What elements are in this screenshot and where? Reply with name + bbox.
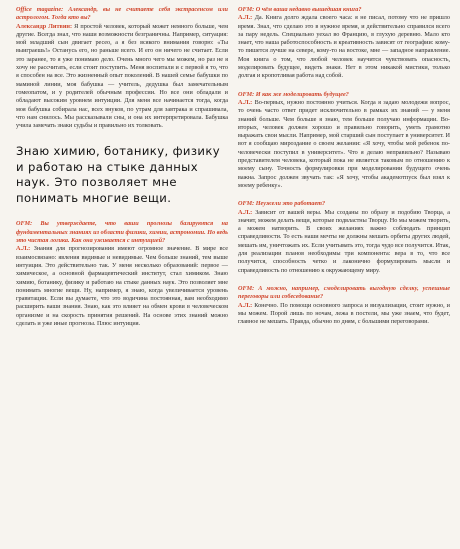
answer-label: А.Л.: <box>238 98 253 106</box>
answer-text: Зависит от вашей веры. Мы созданы по образу и подобию Творца, а значит, можем делать вещи, которые подвластны Творцу. Но мы можем творить, а можем натворить. В своих желаниях важно соблюдать принцип справедливости. То есть наши мечты не должны мешать орбиты других людей, мешать им, уничтожать их. Если учитывать это, тогда чудо все получится. Итак, для реализации планов необходимы три компонента: вера в то, что все получится, способность четко и лаконично формулировать мысли и справедливость по отношению к окружающему миру. <box>238 208 450 274</box>
question-text: Александр, вы не считаете себя экстрасенсом или астрологом. Тогда кто вы? <box>16 6 228 22</box>
question-text: Неужели это работает? <box>254 200 326 208</box>
question-text: А можно, например, смоделировать выгодную сделку, успешные переговоры или собеседование? <box>238 284 450 301</box>
right-column <box>238 6 450 330</box>
question-label: OFM: <box>238 200 255 208</box>
question-text: Вы утверждаете, что ваши прогнозы базируются на фундаментальных знаниях из области физики, химии, астрономии. Но ведь это чистая логика. Как она уживается с интуицией? <box>16 220 228 245</box>
answer-text: Я простой человек, который может немного больше, чем другие. Всегда знал, что наши возможности безграничны. Например, ситуация: мой младший сын двигает ресео, а я без всякого внимания говорю: «Ты выиграешь!» Останусь его, но раньше всего. И его он ничего не считает. Если это заранее, то я уже понимаю дело. Очень много чего мы можем, но раз не я хочу не рассчитать, если стоит поступить. Меня воспитали и с первой я то, что я способен на все. Это жизненный опыт поколений. В нашей семье бабушки по маминой линии, моя бабушка — учитель, дедушка был замечательным гомеопатом, и у родителей обычным профессии. Но все они обладали и обладают высоким уровнем интуиции. Для меня все начинается тогда, когда моя бабушка собирала нас, всех внуков, по утрам для завтрака и спрашивала, что нам снилось. Мы рассказывали сны, и она их интерпретировала. Бабушка учила замечать знаки судьбы и правильно их толковать. <box>16 22 228 130</box>
answer-label: Александр Литвин: <box>16 22 73 30</box>
question-label: OFM: <box>16 220 33 228</box>
answer-text: Во-первых, нужно постоянно учиться. Когда я задаю молодежи вопрос, то очень часто ответ придет исключительно в рамках их знаний — у меня знаний больше. Чем больше я знаю, тем больше получаю информации. Во-вторых, человек должен хорошо и правильно говорить, уметь грамотно выражать свои мысли. Например, мой старший сын поступает в университет. И вот я сообщаю мироздание о своем желании: «Я хочу, чтобы мой ребенок по-человечески поступил в университет». Что я делаю неправильно? Называю представителем человека, который пока не является таковым по отношению к моему сыну. Точность формулировки при моделировании будущего очень важна. Запрос должен звучать так: «Я хочу, чтобы академотпуск был взял к моему ребенку». <box>238 98 450 189</box>
answer-text: Знания для прогнозирования имеют огромное значение. В мире все взаимосвязанo: явления видимые и невидимые. Чем больше знаний, тем выше интуиция. Это действительно так. У меня несколько образований: первое — химическое, а основной фармацевтический институт, стал химиком. Знаю химию, ботанику, физику и работаю на стыке данных наук. Это позволяет мне понимать многие вещи. Ну, например, я знаю, когда увеличивается уровень гравитации. Если вы думаете, что это водичина постоянная, вам необходимо расширить ваши знания. Знаю, как это влияет на обмен крови в человеческом организме и на скорость принятия решений. На основе этих знаний можно сделать и уже иные прогнозы. Плюс интуиция. <box>16 245 228 328</box>
qa-paragraph <box>238 200 450 275</box>
qa-paragraph <box>238 6 450 81</box>
question-label: OFM: <box>238 284 255 292</box>
pull-quote: Знаю химию, ботанику, физику и работаю на стыке данных наук. Это позволяет мне понимать многие вещи. <box>16 144 221 205</box>
question-text: И как же моделировать будущее? <box>254 90 349 98</box>
left-column <box>16 6 228 332</box>
question-label: OFM: <box>238 6 255 13</box>
answer-text: Конечно. По помощи основного запроса и визуализации, стоит нужно, и мы можем. Порой лишь по ночам, лежа в постели, мы уже знаем, что будет, главное не мешать. Правда, обычно по дням, с большими переговорами. <box>238 301 450 326</box>
answer-label: А.Л.: <box>238 14 253 22</box>
answer-text: Да. Книга долго ждала своего часа: я не писал, потому что не пришло время. Знал, что сделаю это в нужное время, и действительно справился всего за пару недель. Специально уехал во Францию, в глухую деревню. Мало кто знает, что наша работоспособность и креативность зависят от географии: кому-то пишется лучше на севере, кому-то на востоке, мне — западное направление. Моя книга о том, что любой человек научится чувствовать опасность, моделировать будущее, видеть знаки. Нет в этом никакой мистики, только долгая и кропотливая работа над собой. <box>238 14 450 80</box>
intro-paragraph <box>16 6 228 130</box>
answer-label: А.Л.: <box>238 301 253 309</box>
question-text: О чём ваша недавно вышедшая книга? <box>254 6 362 13</box>
answer-label: А.Л.: <box>238 208 253 216</box>
qa-paragraph <box>238 91 450 191</box>
question-label: OFM: <box>238 90 255 98</box>
answer-label: А.Л.: <box>16 245 31 253</box>
qa-paragraph <box>238 285 450 326</box>
question-label: Office magazine: <box>16 6 64 13</box>
qa-paragraph <box>16 220 228 328</box>
